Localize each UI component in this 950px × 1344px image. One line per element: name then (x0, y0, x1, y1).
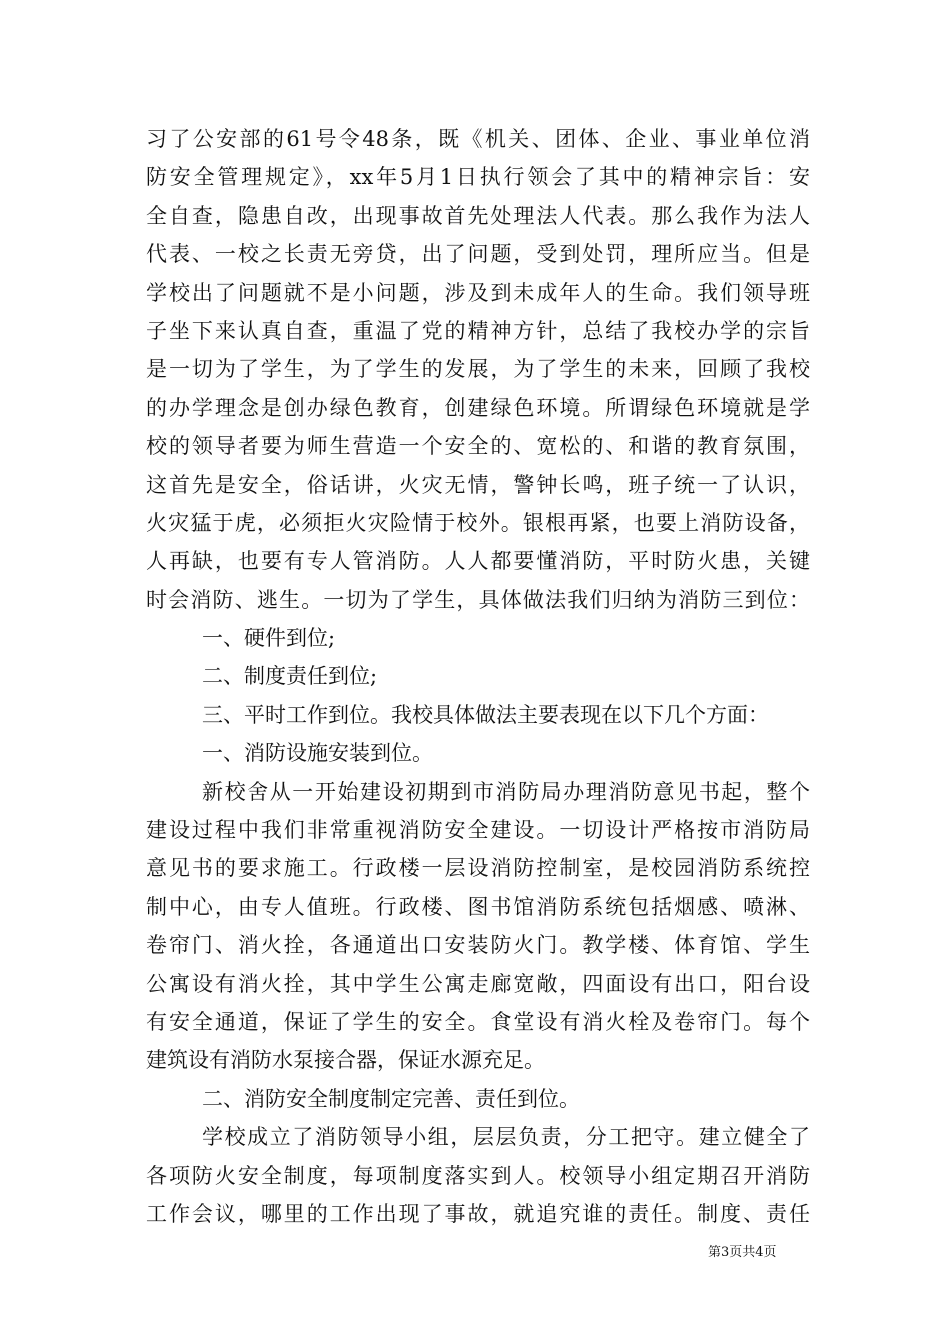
page-footer (0, 1243, 950, 1263)
text-line: 建筑设有消防水泵接合器，保证水源充足。 (146, 1048, 545, 1073)
page-number: 第3页共4页 (708, 1245, 777, 1260)
text-line: 代表、一校之长责无旁贷，出了问题，受到处罚，理所应当。但是 (146, 242, 810, 267)
text-line: 火灾猛于虎，必须拒火灾险情于校外。银根再紧，也要上消防设备， (146, 510, 810, 535)
list-item: 三、平时工作到位。我校具体做法主要表现在以下几个方面： (202, 702, 769, 727)
text-line: 制中心，由专人值班。行政楼、图书馆消防系统包括烟感、喷淋、 (146, 894, 810, 919)
text-line: 有安全通道，保证了学生的安全。食堂设有消火栓及卷帘门。每个 (146, 1009, 810, 1034)
text-line: 人再缺，也要有专人管消防。人人都要懂消防，平时防火患，关键 (146, 549, 810, 574)
text-line: 各项防火安全制度，每项制度落实到人。校领导小组定期召开消防 (146, 1163, 810, 1188)
body-text (146, 120, 810, 1233)
text-line: 建设过程中我们非常重视消防安全建设。一切设计严格按市消防局 (146, 818, 810, 843)
text-line: 校的领导者要为师生营造一个安全的、宽松的、和谐的教育氛围， (146, 434, 810, 459)
text-line: 学校出了问题就不是小问题，涉及到未成年人的生命。我们领导班 (146, 280, 810, 305)
list-item: 二、制度责任到位; (202, 664, 378, 689)
text-line: 习了公安部的61号令48条，既《机关、团体、企业、事业单位消 (146, 127, 810, 151)
text-line: 防安全管理规定》，xx年5月1日执行领会了其中的精神宗旨：安 (146, 165, 810, 190)
text-line: 卷帘门、消火拴，各通道出口安装防火门。教学楼、体育馆、学生 (146, 933, 810, 958)
text-line: 时会消防、逃生。一切为了学生，具体做法我们归纳为消防三到位： (146, 587, 810, 612)
text-line: 意见书的要求施工。行政楼一层设消防控制室，是校园消防系统控 (146, 856, 810, 881)
text-line: 是一切为了学生，为了学生的发展，为了学生的未来，回顾了我校 (146, 357, 810, 382)
text-line: 全自查，隐患自改，出现事故首先处理法人代表。那么我作为法人 (146, 203, 810, 228)
text-line: 的办学理念是创办绿色教育，创建绿色环境。所谓绿色环境就是学 (146, 395, 810, 420)
text-line: 公寓设有消火拴，其中学生公寓走廊宽敞，四面设有出口，阳台设 (146, 971, 810, 996)
text-line: 子坐下来认真自查，重温了党的精神方针，总结了我校办学的宗旨 (146, 318, 810, 343)
text-line: 学校成立了消防领导小组，层层负责，分工把守。建立健全了 (202, 1125, 810, 1150)
text-line: 这首先是安全，俗话讲，火灾无情，警钟长鸣，班子统一了认识， (146, 472, 810, 497)
text-line: 工作会议，哪里的工作出现了事故，就追究谁的责任。制度、责任 (146, 1201, 810, 1226)
list-item: 一、硬件到位; (202, 626, 336, 651)
text-line: 新校舍从一开始建设初期到市消防局办理消防意见书起，整个 (202, 779, 810, 804)
section-heading: 一、消防设施安装到位。 (202, 741, 433, 766)
section-heading: 二、消防安全制度制定完善、责任到位。 (202, 1086, 580, 1111)
